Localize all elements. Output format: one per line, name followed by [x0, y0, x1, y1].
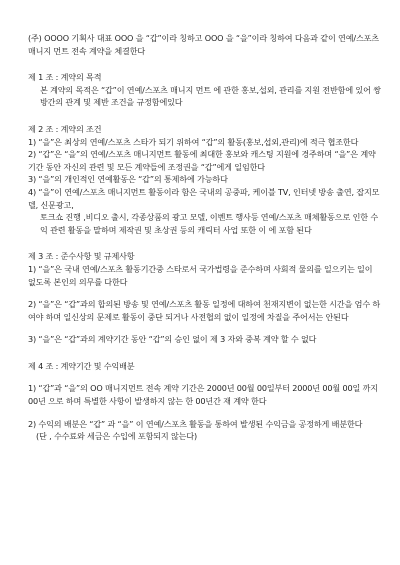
article-2-item-3: 3) “을”의 개인적인 연예활동은 “갑”의 통제하에 가능하다 [28, 174, 228, 185]
article-1-body: 본 계약의 목적은 “갑”이 연예/스포츠 매니지 먼트 에 관한 홍보,섭외, 관리를 지원 전반함에 있어 쌍방간의 관계 및 제반 조건을 규정함에있다 [40, 84, 381, 108]
article-2-title: 제 2 조 : 계약의 조건 [28, 123, 102, 134]
article-3-item-2: 2) “을”은 “갑”과의 합의된 방송 및 연예/스포츠 활동 일정에 대하여 천재지변이 없는한 시간을 엄수 하여야 하며 일신상의 문제로 활동이 중단 되거나 사전협의 없이 일정에 차질을 주어서는 안된다 [28, 299, 381, 322]
article-2-item-2: 2) “갑”은 “을”의 연예/스포츠 매니지먼트 활동에 최대한 홍보와 캐스팅 지원에 경주하며 “을”은 계약기간 동안 자신의 관련 및 모든 계약들에 조정권을 “갑”에게 일임한다 [28, 149, 376, 172]
article-3-item-1: 1) “을”은 국내 연예/스포츠 활동기간중 스타로서 국가법령을 준수하며 사회적 물의를 일으키는 일이 없도록 본인의 의무를 다한다 [28, 263, 373, 287]
intro-paragraph: (주) OOOO 기획사 대표 OOO 을 “갑”이라 칭하고 OOO 을 “을”이라 칭하여 다음과 같이 연예/스포츠 매니지 먼트 전속 계약을 체결한다 [28, 33, 379, 56]
article-1-title: 제 1 조 : 계약의 목적 [28, 72, 102, 83]
article-4-item-2-note: (단 , 수수료와 세금은 수입에 포함되지 않는다) [36, 431, 198, 442]
article-3-item-3: 3) “을”은 “갑”과의 계약기간 동안 “갑”의 승인 없이 제 3 자와 중복 계약 할 수 없다 [28, 334, 317, 345]
article-4-title: 제 4 조 : 계약기간 및 수익배분 [28, 360, 135, 371]
article-4-item-2: 2) 수익의 배분은 “갑” 과 “을” 이 연예/스포츠 활동을 통하여 발생된 수익금을 공정하게 배분한다 [28, 418, 363, 429]
article-2-item-1: 1) “을”은 최상의 연예/스포츠 스타가 되기 위하여 “갑”의 활동(홍보,섭외,관리)에 적극 협조한다 [28, 136, 359, 147]
article-4-item-1: 1) “갑”과 “을”의 OO 매니지먼트 전속 계약 기간은 2000년 00월 00일부터 2000년 00월 00일 까지 00년 으로 하며 특별한 사항이 발생하지 않는 한 00년간 재 계약 한다 [28, 383, 378, 407]
article-2-item-4: 4) “을”이 연예/스포츠 매니지먼트 활동이라 함은 국내의 공중파, 케이블 TV, 인터넷 방송 출연, 잡지모델, 신문광고, [28, 186, 380, 210]
article-3-title: 제 3 조 : 준수사항 및 규제사항 [28, 251, 135, 262]
article-2-item-4-continued: 토크쇼 진행 ,비디오 출시, 각종상품의 광고 모델, 이벤트 행사등 연예/스포츠 매체활동으로 인한 수익 관련 활동을 말하며 제작권 및 초상권 등의 캐릭터 사업 또한 이 에 포함 된다 [40, 212, 378, 235]
